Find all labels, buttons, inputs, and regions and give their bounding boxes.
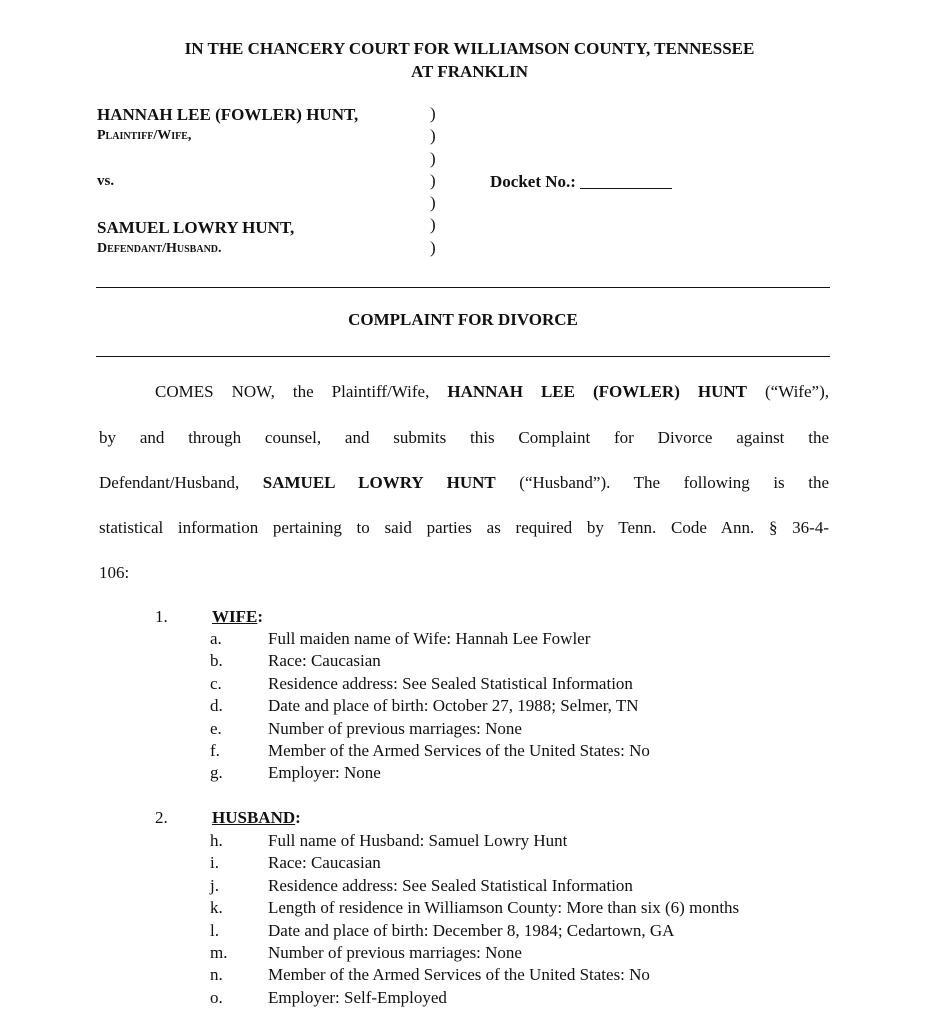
wife-info-list xyxy=(210,628,650,785)
list-item: m. Number of previous marriages: None xyxy=(210,943,522,963)
section-number: 2. xyxy=(155,808,168,827)
list-item: k. Length of residence in Williamson County: More than six (6) months xyxy=(210,898,740,918)
plaintiff-role: Plaintiff/Wife, xyxy=(97,128,192,143)
divider-bottom xyxy=(96,356,830,357)
court-location: AT FRANKLIN xyxy=(411,62,528,81)
paren: ) xyxy=(430,126,436,146)
list-item: b. Race: Caucasian xyxy=(210,651,381,671)
husband-info-list xyxy=(210,830,739,1009)
list-item: f. Member of the Armed Services of the United States: No xyxy=(210,741,650,761)
intro-line-4: statistical information pertaining to said parties as required by Tenn. Code Ann. § 36-4- xyxy=(99,518,829,537)
defendant-role: Defendant/Husband. xyxy=(97,241,222,256)
docket-label: Docket No.: xyxy=(490,172,576,191)
section-heading-husband: HUSBAND: xyxy=(212,808,301,827)
intro-line-5: 106: xyxy=(99,563,130,582)
intro-line-2: by and through counsel, and submits this Complaint for Divorce against the xyxy=(99,428,829,447)
list-item: l. Date and place of birth: December 8, 1984; Cedartown, GA xyxy=(210,920,675,940)
court-name: IN THE CHANCERY COURT FOR WILLIAMSON COUNTY, TENNESSEE xyxy=(184,39,755,58)
intro-line-3: Defendant/Husband, SAMUEL LOWRY HUNT (“Husband”). The following is the xyxy=(99,473,829,492)
list-item: c. Residence address: See Sealed Statistical Information xyxy=(210,673,633,693)
paren: ) xyxy=(430,193,436,213)
list-item: j. Residence address: See Sealed Statistical Information xyxy=(210,875,633,895)
list-item: d. Date and place of birth: October 27, 1988; Selmer, TN xyxy=(210,696,639,716)
plaintiff-name: HANNAH LEE (FOWLER) HUNT, xyxy=(97,105,359,124)
divider-top xyxy=(96,287,830,288)
wife-name-bold: HANNAH LEE (FOWLER) HUNT xyxy=(447,382,747,401)
caption-parentheses xyxy=(430,103,436,259)
versus-label: vs. xyxy=(97,173,115,189)
intro-line-1: COMES NOW, the Plaintiff/Wife, HANNAH LEE (FOWLER) HUNT (“Wife”), xyxy=(155,382,829,401)
list-item: e. Number of previous marriages: None xyxy=(210,718,522,738)
paren: ) xyxy=(430,215,436,235)
list-item: a. Full maiden name of Wife: Hannah Lee Fowler xyxy=(210,629,591,648)
list-item: g. Employer: None xyxy=(210,763,381,783)
section-number: 1. xyxy=(155,607,168,626)
paren: ) xyxy=(430,170,436,190)
paren: ) xyxy=(430,237,436,257)
docket-number xyxy=(490,172,672,192)
list-item: h. Full name of Husband: Samuel Lowry Hunt xyxy=(210,831,568,850)
list-item: n. Member of the Armed Services of the United States: No xyxy=(210,965,650,985)
husband-name-bold: SAMUEL LOWRY HUNT xyxy=(262,473,496,492)
paren: ) xyxy=(430,104,436,123)
list-item: i. Race: Caucasian xyxy=(210,853,381,873)
paren: ) xyxy=(430,148,436,168)
list-item: o. Employer: Self-Employed xyxy=(210,987,447,1007)
section-heading-wife: WIFE: xyxy=(212,607,264,626)
docket-blank xyxy=(580,188,672,189)
defendant-name: SAMUEL LOWRY HUNT, xyxy=(97,218,295,237)
document-title: COMPLAINT FOR DIVORCE xyxy=(348,310,578,329)
